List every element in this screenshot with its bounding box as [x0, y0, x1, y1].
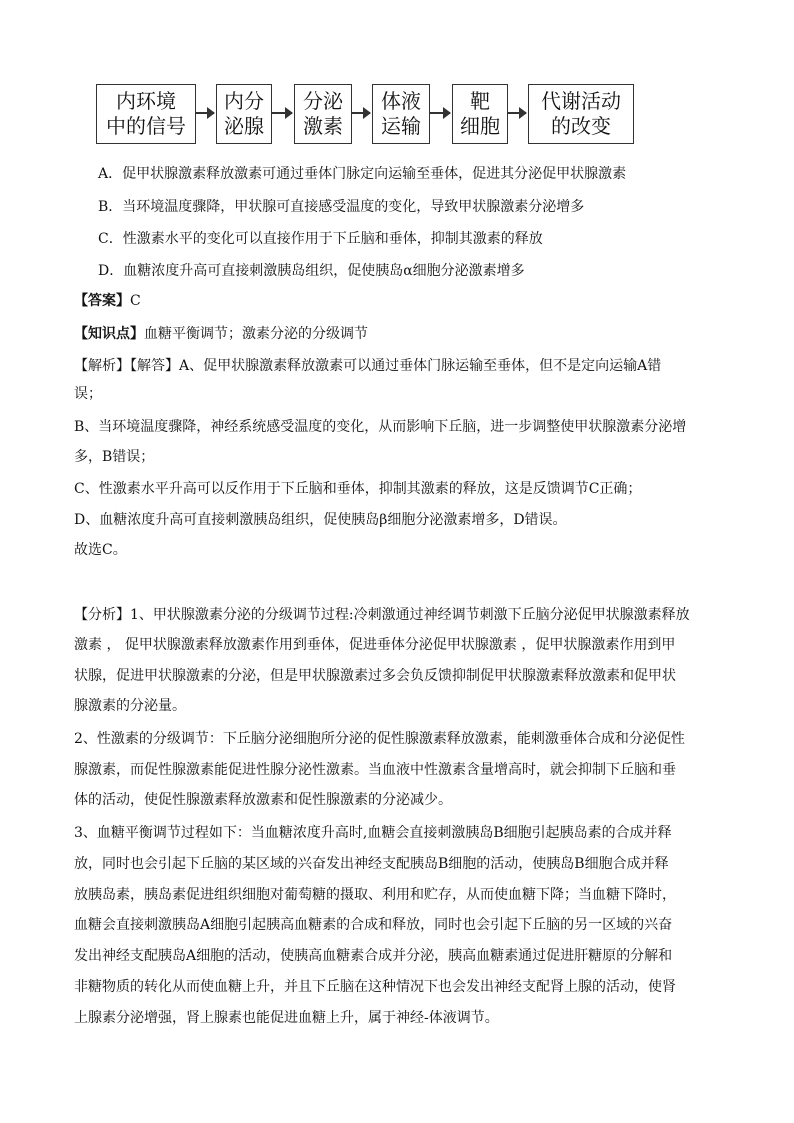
answer-label: 【答案】: [74, 293, 130, 309]
flow-diagram: [96, 84, 636, 146]
flow-box-target: [452, 84, 508, 144]
fenxi-line: 激素 ， 促甲状腺激素释放激素作用到垂体，促进垂体分泌促甲状腺激素 ，促甲状腺激素作用到甲: [74, 637, 676, 653]
knowledge-line: [74, 323, 368, 343]
fenxi-line: 非糖物质的转化从而使血糖上升，并且下丘脑在这种情况下也会发出神经支配肾上腺的活动，使肾: [74, 979, 676, 995]
option-d: D．血糖浓度升高可直接刺激胰岛组织，促使胰岛α细胞分泌激素增多: [98, 263, 525, 279]
flow-box-line: 靶: [470, 89, 490, 113]
flow-box-line: 泌腺: [224, 114, 264, 138]
option-a: A．促甲状腺激素释放激素可通过垂体门脉定向运输至垂体，促进其分泌促甲状腺激素: [98, 166, 627, 182]
analysis-line: 误；: [74, 386, 102, 402]
fenxi-line: 【分析】1、甲状腺激素分泌的分级调节过程:冷刺激通过神经调节刺激下丘脑分泌促甲状腺激素释放: [74, 607, 690, 623]
fenxi-line: 腺激素，而促性腺激素能促进性腺分泌性激素。当血液中性激素含量增高时，就会抑制下丘脑和垂: [74, 762, 676, 778]
flow-arrow: [272, 112, 292, 114]
fenxi-line: 血糖会直接刺激胰岛A细胞引起胰高血糖素的合成和释放，同时也会引起下丘脑的另一区域的兴奋: [74, 917, 673, 933]
flow-box-signal: [96, 84, 196, 144]
option-b: B．当环境温度骤降，甲状腺可直接感受温度的变化，导致甲状腺激素分泌增多: [98, 199, 585, 215]
flow-box-line: 代谢活动: [541, 89, 621, 113]
flow-box-line: 分泌: [303, 89, 343, 113]
flow-box-line: 内环境: [116, 89, 176, 113]
analysis-line: 【解析】【解答】A、促甲状腺激素释放激素可以通过垂体门脉运输至垂体，但不是定向运输A错: [74, 358, 662, 374]
knowledge-value: 血糖平衡调节；激素分泌的分级调节: [144, 326, 368, 342]
analysis-line: C、性激素水平升高可以反作用于下丘脑和垂体，抑制其激素的释放，这是反馈调节C正确；: [74, 481, 642, 497]
flow-arrow: [508, 112, 526, 114]
fenxi-line: 发出神经支配胰岛A细胞的活动，使胰高血糖素合成并分泌，胰高血糖素通过促进肝糖原的分解和: [74, 948, 673, 964]
analysis-line: 故选C。: [74, 542, 127, 558]
flow-arrow: [430, 112, 450, 114]
flow-arrow: [196, 112, 214, 114]
analysis-line: D、血糖浓度升高可直接刺激胰岛组织，促使胰岛β细胞分泌激素增多，D错误。: [74, 512, 567, 528]
fenxi-line: 放胰岛素，胰岛素促进组织细胞对葡萄糖的摄取、利用和贮存，从而使血糖下降；当血糖下降时，: [74, 887, 676, 903]
analysis-line: B、当环境温度骤降，神经系统感受温度的变化，从而影响下丘脑，进一步调整使甲状腺激素分泌增: [74, 419, 687, 435]
flow-box-line: 体液: [381, 89, 421, 113]
flow-box-metabolism: [528, 84, 634, 144]
answer-value: C: [130, 293, 141, 309]
knowledge-label: 【知识点】: [74, 326, 144, 342]
option-c: C．性激素水平的变化可以直接作用于下丘脑和垂体，抑制其激素的释放: [98, 231, 543, 247]
flow-box-line: 细胞: [460, 114, 500, 138]
fenxi-line: 状腺，促进甲状腺激素的分泌，但是甲状腺激素过多会负反馈抑制促甲状腺激素释放激素和促甲状: [74, 668, 676, 684]
flow-box-gland: [216, 84, 272, 144]
fenxi-line: 体的活动，使促性腺激素释放激素和促性腺激素的分泌减少。: [74, 792, 452, 808]
fenxi-line: 腺激素的分泌量。: [74, 698, 186, 714]
analysis-line: 多，B错误；: [74, 449, 155, 465]
flow-box-secrete: [294, 84, 352, 144]
flow-box-line: 运输: [381, 114, 421, 138]
flow-box-line: 激素: [303, 114, 343, 138]
fenxi-line: 上腺素分泌增强，肾上腺素也能促进血糖上升，属于神经-体液调节。: [74, 1010, 499, 1026]
flow-box-line: 内分: [224, 89, 264, 113]
fenxi-line: 3、血糖平衡调节过程如下：当血糖浓度升高时,血糖会直接刺激胰岛B细胞引起胰岛素的合成并释: [74, 825, 672, 841]
fenxi-line: 2、性激素的分级调节：下丘脑分泌细胞所分泌的促性腺激素释放激素，能刺激垂体合成和分泌促性: [74, 731, 685, 747]
answer-line: [74, 290, 141, 310]
flow-box-transport: [372, 84, 430, 144]
flow-box-line: 的改变: [551, 114, 611, 138]
fenxi-line: 放，同时也会引起下丘脑的某区域的兴奋发出神经支配胰岛B细胞的活动，使胰岛B细胞合成并释: [74, 856, 669, 872]
flow-box-line: 中的信号: [106, 114, 186, 138]
flow-arrow: [352, 112, 370, 114]
